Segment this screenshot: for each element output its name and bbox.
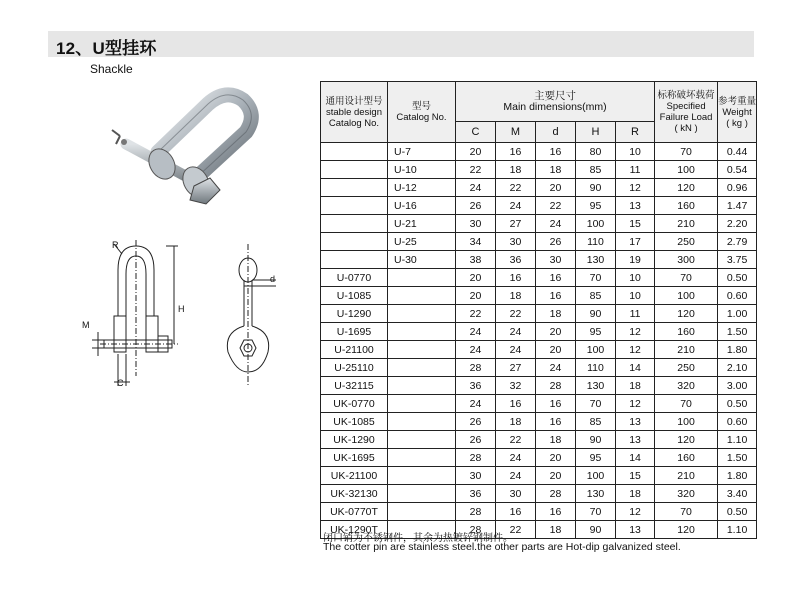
table-cell-m: 24	[496, 197, 536, 215]
table-cell-load: 320	[655, 377, 718, 395]
table-cell-c: 30	[456, 215, 496, 233]
table-cell-model: U-16	[388, 197, 456, 215]
table-cell-r: 13	[616, 521, 655, 539]
table-cell-c: 28	[456, 503, 496, 521]
table-cell-d: 18	[536, 521, 576, 539]
table-cell-c: 24	[456, 179, 496, 197]
table-cell-design: U-25110	[321, 359, 388, 377]
table-row	[321, 449, 757, 467]
table-cell-m: 27	[496, 215, 536, 233]
table-cell-h: 95	[576, 197, 616, 215]
table-cell-design	[321, 161, 388, 179]
table-cell-weight: 1.00	[718, 305, 757, 323]
col-header-weight	[718, 82, 757, 143]
table-row	[321, 377, 757, 395]
table-cell-r: 18	[616, 377, 655, 395]
table-cell-d: 20	[536, 323, 576, 341]
table-cell-design	[321, 143, 388, 161]
table-cell-load: 160	[655, 449, 718, 467]
table-cell-h: 110	[576, 233, 616, 251]
table-cell-c: 30	[456, 467, 496, 485]
table-cell-weight: 2.79	[718, 233, 757, 251]
table-cell-load: 210	[655, 215, 718, 233]
table-row	[321, 323, 757, 341]
table-cell-r: 11	[616, 305, 655, 323]
col-header-dims-cn: 主要尺寸	[534, 89, 577, 102]
col-header-c: C	[456, 122, 496, 143]
table-cell-d: 16	[536, 143, 576, 161]
table-cell-m: 24	[496, 341, 536, 359]
note-en: The cotter pin are stainless steel.the other parts are Hot-dip galvanized steel.	[323, 541, 681, 553]
table-cell-load: 120	[655, 179, 718, 197]
note-cn: 闭口销为不锈钢件，其余为热镀锌钢制件。	[323, 533, 513, 544]
table-cell-c: 36	[456, 485, 496, 503]
table-cell-weight: 3.00	[718, 377, 757, 395]
table-row	[321, 179, 757, 197]
table-cell-design	[321, 197, 388, 215]
table-cell-weight: 0.50	[718, 503, 757, 521]
table-cell-h: 95	[576, 323, 616, 341]
table-cell-c: 24	[456, 341, 496, 359]
table-row	[321, 143, 757, 161]
table-cell-r: 12	[616, 179, 655, 197]
table-cell-model	[388, 395, 456, 413]
table-cell-weight: 3.75	[718, 251, 757, 269]
table-cell-load: 250	[655, 233, 718, 251]
table-cell-m: 27	[496, 359, 536, 377]
col-header-m: M	[496, 122, 536, 143]
dim-label-d: d	[270, 274, 276, 284]
table-cell-h: 100	[576, 467, 616, 485]
table-cell-d: 16	[536, 287, 576, 305]
table-cell-h: 85	[576, 413, 616, 431]
col-header-model	[388, 82, 456, 143]
table-row	[321, 341, 757, 359]
table-cell-c: 38	[456, 251, 496, 269]
table-cell-weight: 0.96	[718, 179, 757, 197]
table-row	[321, 503, 757, 521]
table-cell-h: 130	[576, 377, 616, 395]
col-header-load	[655, 82, 718, 143]
table-cell-c: 20	[456, 269, 496, 287]
table-cell-model: U-25	[388, 233, 456, 251]
table-cell-d: 18	[536, 305, 576, 323]
table-cell-model: U-30	[388, 251, 456, 269]
table-cell-d: 18	[536, 431, 576, 449]
table-cell-weight: 3.40	[718, 485, 757, 503]
shackle-front-drawing	[78, 236, 188, 398]
table-cell-d: 22	[536, 197, 576, 215]
table-cell-c: 24	[456, 395, 496, 413]
col-header-design	[321, 82, 388, 143]
col-header-d: d	[536, 122, 576, 143]
table-cell-load: 120	[655, 305, 718, 323]
table-row	[321, 413, 757, 431]
col-header-model-cn: 型号	[411, 101, 431, 112]
table-cell-weight: 2.20	[718, 215, 757, 233]
table-cell-m: 22	[496, 521, 536, 539]
table-cell-load: 70	[655, 143, 718, 161]
shackle-photo	[98, 82, 278, 212]
table-cell-d: 20	[536, 467, 576, 485]
table-cell-weight: 0.50	[718, 395, 757, 413]
table-cell-h: 85	[576, 287, 616, 305]
table-cell-load: 320	[655, 485, 718, 503]
col-header-weight-unit: ( kg )	[726, 117, 748, 129]
table-row	[321, 251, 757, 269]
table-cell-c: 26	[456, 431, 496, 449]
table-cell-load: 210	[655, 341, 718, 359]
col-header-design-cn: 通用设计型号	[325, 95, 383, 107]
section-subtitle: Shackle	[90, 62, 133, 76]
table-cell-r: 10	[616, 143, 655, 161]
table-cell-model: U-21	[388, 215, 456, 233]
table-cell-d: 16	[536, 269, 576, 287]
table-cell-d: 26	[536, 233, 576, 251]
table-cell-h: 130	[576, 485, 616, 503]
table-cell-load: 160	[655, 197, 718, 215]
table-cell-c: 20	[456, 143, 496, 161]
table-cell-weight: 1.50	[718, 323, 757, 341]
table-cell-design	[321, 215, 388, 233]
table-cell-model	[388, 341, 456, 359]
table-cell-r: 10	[616, 287, 655, 305]
table-cell-m: 30	[496, 485, 536, 503]
table-cell-model	[388, 485, 456, 503]
table-cell-design: UK-21100	[321, 467, 388, 485]
table-cell-load: 250	[655, 359, 718, 377]
table-cell-load: 160	[655, 323, 718, 341]
table-row	[321, 215, 757, 233]
table-cell-m: 16	[496, 143, 536, 161]
table-cell-c: 36	[456, 377, 496, 395]
table-cell-model: U-7	[388, 143, 456, 161]
table-cell-d: 16	[536, 413, 576, 431]
table-cell-load: 70	[655, 269, 718, 287]
table-cell-h: 70	[576, 503, 616, 521]
table-cell-h: 85	[576, 161, 616, 179]
table-cell-d: 18	[536, 161, 576, 179]
table-cell-h: 90	[576, 305, 616, 323]
table-cell-m: 16	[496, 395, 536, 413]
dim-label-c: C	[117, 378, 124, 388]
table-cell-d: 28	[536, 377, 576, 395]
table-cell-h: 90	[576, 521, 616, 539]
table-cell-design: UK-1085	[321, 413, 388, 431]
table-cell-r: 14	[616, 359, 655, 377]
table-cell-c: 34	[456, 233, 496, 251]
table-cell-model	[388, 323, 456, 341]
table-cell-h: 110	[576, 359, 616, 377]
col-header-load-cn: 标称破坏载荷	[657, 90, 715, 101]
col-header-load-en: Specified Failure Load	[659, 101, 713, 123]
table-cell-d: 20	[536, 449, 576, 467]
table-cell-design: UK-0770	[321, 395, 388, 413]
table-cell-h: 70	[576, 269, 616, 287]
table-cell-weight: 1.47	[718, 197, 757, 215]
table-cell-c: 20	[456, 287, 496, 305]
shackle-side-drawing	[214, 240, 288, 390]
spec-table	[320, 81, 757, 539]
table-cell-m: 18	[496, 287, 536, 305]
table-cell-h: 130	[576, 251, 616, 269]
dim-label-r: R	[112, 240, 119, 250]
table-cell-model	[388, 413, 456, 431]
table-cell-r: 14	[616, 449, 655, 467]
table-cell-weight: 0.50	[718, 269, 757, 287]
table-cell-weight: 0.54	[718, 161, 757, 179]
table-row	[321, 395, 757, 413]
table-cell-m: 22	[496, 305, 536, 323]
table-cell-c: 28	[456, 359, 496, 377]
table-cell-h: 90	[576, 179, 616, 197]
table-cell-weight: 1.10	[718, 521, 757, 539]
table-row	[321, 197, 757, 215]
table-row	[321, 287, 757, 305]
table-cell-weight: 1.80	[718, 467, 757, 485]
table-cell-load: 100	[655, 413, 718, 431]
table-cell-m: 24	[496, 449, 536, 467]
table-cell-design: UK-0770T	[321, 503, 388, 521]
table-cell-d: 16	[536, 503, 576, 521]
table-cell-load: 300	[655, 251, 718, 269]
table-cell-design: UK-1290T	[321, 521, 388, 539]
table-cell-weight: 2.10	[718, 359, 757, 377]
table-cell-r: 10	[616, 269, 655, 287]
table-cell-c: 26	[456, 413, 496, 431]
table-cell-r: 17	[616, 233, 655, 251]
dim-label-m: M	[82, 320, 90, 330]
table-cell-load: 70	[655, 503, 718, 521]
section-title-bar	[48, 31, 754, 57]
table-cell-model	[388, 503, 456, 521]
table-cell-d: 20	[536, 179, 576, 197]
table-cell-weight: 1.50	[718, 449, 757, 467]
table-cell-c: 24	[456, 323, 496, 341]
table-cell-h: 90	[576, 431, 616, 449]
col-header-r: R	[616, 122, 655, 143]
table-row	[321, 467, 757, 485]
table-cell-r: 15	[616, 467, 655, 485]
table-cell-model: U-10	[388, 161, 456, 179]
table-cell-r: 19	[616, 251, 655, 269]
col-header-design-en: stable design Catalog No.	[326, 106, 382, 129]
table-row	[321, 359, 757, 377]
table-cell-h: 70	[576, 395, 616, 413]
table-cell-r: 13	[616, 431, 655, 449]
table-cell-design	[321, 179, 388, 197]
table-cell-design	[321, 251, 388, 269]
table-cell-model	[388, 287, 456, 305]
table-cell-model	[388, 467, 456, 485]
table-cell-design: U-1695	[321, 323, 388, 341]
table-row	[321, 269, 757, 287]
table-cell-model	[388, 359, 456, 377]
table-cell-d: 24	[536, 359, 576, 377]
table-cell-weight: 1.80	[718, 341, 757, 359]
table-cell-m: 32	[496, 377, 536, 395]
table-cell-c: 22	[456, 161, 496, 179]
table-cell-d: 24	[536, 215, 576, 233]
table-cell-model	[388, 449, 456, 467]
table-cell-c: 22	[456, 305, 496, 323]
table-cell-design: UK-1695	[321, 449, 388, 467]
table-cell-design: UK-32130	[321, 485, 388, 503]
table-cell-model	[388, 377, 456, 395]
col-header-h: H	[576, 122, 616, 143]
table-cell-design: U-1085	[321, 287, 388, 305]
table-cell-load: 120	[655, 521, 718, 539]
table-row	[321, 161, 757, 179]
table-row	[321, 431, 757, 449]
table-cell-load: 70	[655, 395, 718, 413]
table-cell-model	[388, 305, 456, 323]
table-cell-load: 210	[655, 467, 718, 485]
dim-label-h: H	[178, 304, 185, 314]
table-cell-m: 24	[496, 323, 536, 341]
table-cell-m: 36	[496, 251, 536, 269]
table-cell-d: 30	[536, 251, 576, 269]
table-cell-design: UK-1290	[321, 431, 388, 449]
col-header-weight-cn: 参考重量	[718, 95, 757, 107]
table-cell-model	[388, 269, 456, 287]
table-cell-weight: 0.60	[718, 287, 757, 305]
table-cell-c: 26	[456, 197, 496, 215]
col-header-weight-en: Weight	[722, 106, 752, 118]
table-cell-m: 24	[496, 467, 536, 485]
section-title: 12、U型挂环	[56, 39, 157, 58]
table-cell-design: U-32115	[321, 377, 388, 395]
table-cell-design: U-21100	[321, 341, 388, 359]
table-cell-r: 12	[616, 503, 655, 521]
table-cell-h: 95	[576, 449, 616, 467]
table-cell-m: 18	[496, 161, 536, 179]
table-cell-r: 11	[616, 161, 655, 179]
table-cell-design: U-0770	[321, 269, 388, 287]
table-cell-r: 18	[616, 485, 655, 503]
table-cell-d: 28	[536, 485, 576, 503]
table-cell-r: 13	[616, 413, 655, 431]
table-cell-r: 12	[616, 341, 655, 359]
table-cell-r: 15	[616, 215, 655, 233]
table-cell-m: 22	[496, 179, 536, 197]
table-cell-c: 28	[456, 521, 496, 539]
table-cell-m: 16	[496, 503, 536, 521]
table-cell-model: U-12	[388, 179, 456, 197]
table-cell-h: 80	[576, 143, 616, 161]
table-cell-h: 100	[576, 215, 616, 233]
table-row	[321, 233, 757, 251]
table-cell-weight: 0.60	[718, 413, 757, 431]
table-cell-model	[388, 431, 456, 449]
table-cell-m: 16	[496, 269, 536, 287]
table-cell-weight: 1.10	[718, 431, 757, 449]
table-cell-r: 13	[616, 197, 655, 215]
table-cell-design: U-1290	[321, 305, 388, 323]
table-cell-weight: 0.44	[718, 143, 757, 161]
table-cell-design	[321, 233, 388, 251]
table-cell-load: 100	[655, 161, 718, 179]
table-cell-m: 18	[496, 413, 536, 431]
table-row	[321, 305, 757, 323]
table-cell-d: 20	[536, 341, 576, 359]
table-cell-r: 12	[616, 395, 655, 413]
col-header-load-unit: ( kN )	[674, 123, 698, 134]
col-header-dimensions	[456, 82, 655, 122]
table-cell-load: 120	[655, 431, 718, 449]
col-header-dims-en: Main dimensions(mm)	[503, 100, 607, 113]
spec-table-body	[321, 143, 757, 539]
table-cell-m: 30	[496, 233, 536, 251]
table-row	[321, 485, 757, 503]
table-cell-m: 22	[496, 431, 536, 449]
table-cell-h: 100	[576, 341, 616, 359]
table-cell-c: 28	[456, 449, 496, 467]
col-header-model-en: Catalog No.	[396, 112, 447, 123]
table-cell-d: 16	[536, 395, 576, 413]
table-cell-r: 12	[616, 323, 655, 341]
table-cell-load: 100	[655, 287, 718, 305]
